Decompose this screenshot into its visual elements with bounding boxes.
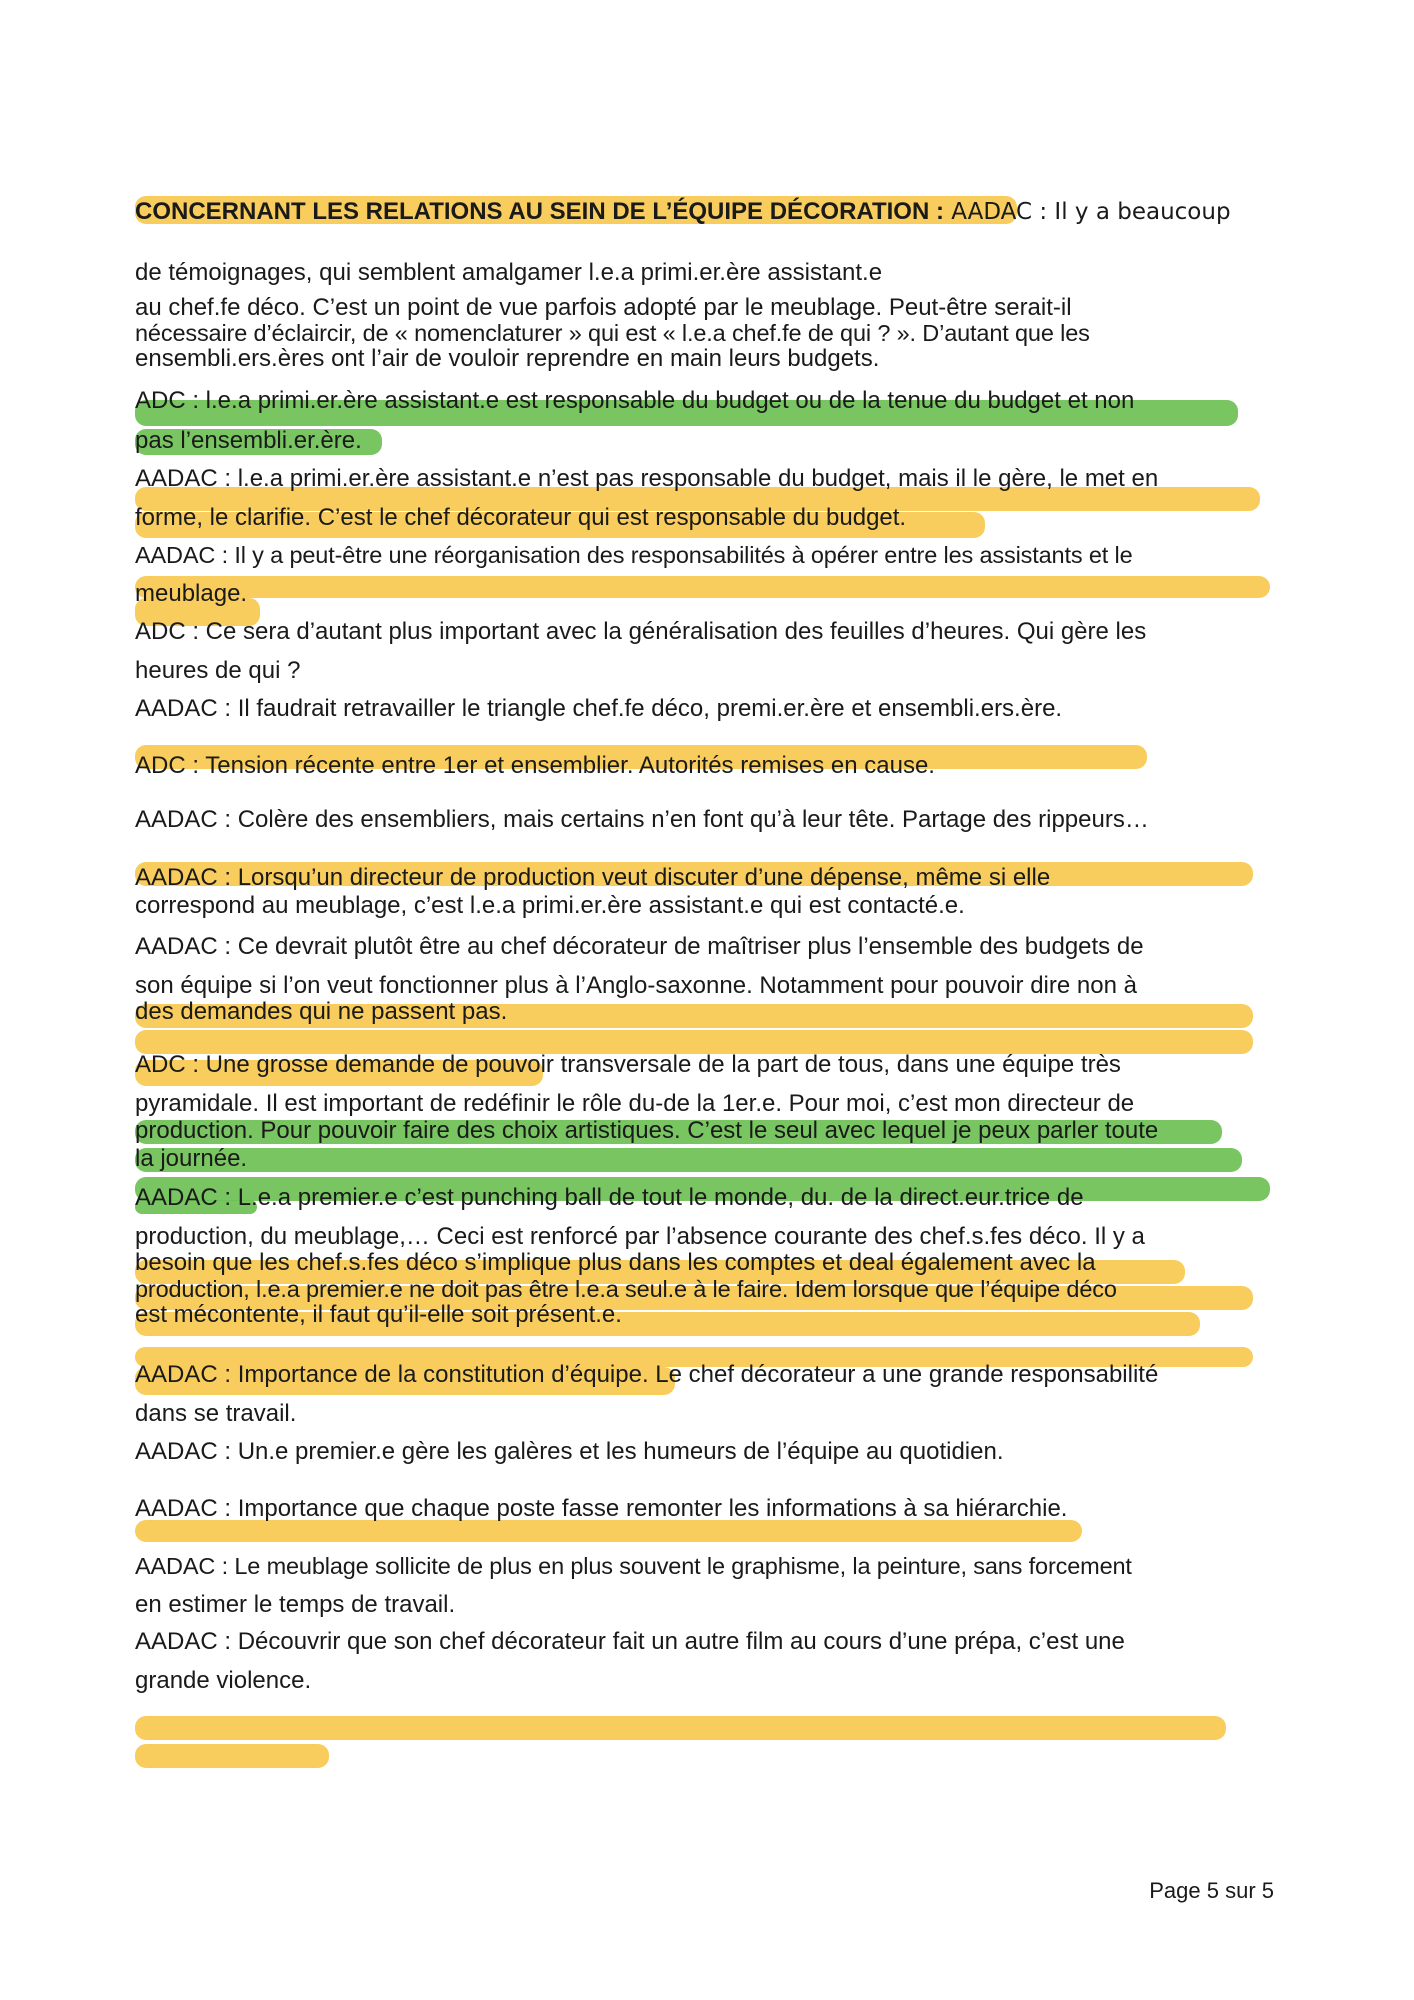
text-line: AADAC : Lorsqu’un directeur de production veut discuter d’une dépense, même si elle	[135, 864, 1051, 891]
text-line: production. Pour pouvoir faire des choix artistiques. C’est le seul avec lequel je peux parler toute	[135, 1117, 1159, 1144]
text-line: son équipe si l’on veut fonctionner plus à l’Anglo-saxonne. Notamment pour pouvoir dire non à	[135, 972, 1137, 999]
highlight-reorg	[135, 576, 1270, 598]
text-line: AADAC : Ce devrait plutôt être au chef décorateur de maîtriser plus l’ensemble des budgets de	[135, 933, 1144, 960]
text-line: ADC : l.e.a primi.er.ère assistant.e est responsable du budget ou de la tenue du budget et non	[135, 387, 1135, 414]
text-line: AADAC : Il y a peut-être une réorganisation des responsabilités à opérer entre les assistants et le	[135, 542, 1133, 568]
text-line: dans se travail.	[135, 1400, 297, 1427]
text-line: en estimer le temps de travail.	[135, 1591, 456, 1618]
text-line: est mécontente, il faut qu’il-elle soit présent.e.	[135, 1301, 622, 1328]
text-line: besoin que les chef.s.fes déco s’implique plus dans les comptes et deal également avec la	[135, 1249, 1096, 1276]
text-line: AADAC : Importance que chaque poste fasse remonter les informations à sa hiérarchie.	[135, 1495, 1068, 1522]
text-line: AADAC : Importance de la constitution d’équipe. Le chef décorateur a une grande responsabilité	[135, 1361, 1159, 1388]
text-line: meublage.	[135, 580, 248, 607]
text-line: AADAC : l.e.a primi.er.ère assistant.e n’est pas responsable du budget, mais il le gère, le met en	[135, 465, 1159, 492]
text-line: pyramidale. Il est important de redéfinir le rôle du-de la 1er.e. Pour moi, c’est mon directeur de	[135, 1090, 1135, 1117]
text-line: ADC : Tension récente entre 1er et ensemblier. Autorités remises en cause.	[135, 752, 935, 779]
text-line: AADAC : Découvrir que son chef décorateur fait un autre film au cours d’une prépa, c’est une	[135, 1628, 1125, 1655]
text-line: pas l’ensembli.er.ère.	[135, 427, 362, 454]
text-line: AADAC : Le meublage sollicite de plus en plus souvent le graphisme, la peinture, sans forcement	[135, 1553, 1132, 1579]
text-line: AADAC : L.e.a premier.e c’est punching ball de tout le monde, du. de la direct.eur.trice de	[135, 1184, 1084, 1211]
highlight-end-2	[135, 1744, 329, 1768]
text-line: ensembli.ers.ères ont l’air de vouloir reprendre en main leurs budgets.	[135, 345, 880, 372]
highlight-hierarchie	[135, 1520, 1082, 1542]
text-line: correspond au meublage, c’est l.e.a primi.er.ère assistant.e qui est contacté.e.	[135, 892, 965, 919]
text-line: des demandes qui ne passent pas.	[135, 998, 508, 1025]
text-line: au chef.fe déco. C’est un point de vue parfois adopté par le meublage. Peut-être serait-il	[135, 294, 1072, 321]
section-heading: CONCERNANT LES RELATIONS AU SEIN DE L’ÉQUIPE DÉCORATION :	[135, 198, 944, 225]
text-line: AADAC : Un.e premier.e gère les galères et les humeurs de l’équipe au quotidien.	[135, 1438, 1004, 1465]
text-line: AADAC : Colère des ensembliers, mais certains n’en font qu’à leur tête. Partage des rippeurs…	[135, 806, 1149, 833]
text-line: production, du meublage,… Ceci est renforcé par l’absence courante des chef.s.fes déco. Il y a	[135, 1223, 1145, 1250]
heading-tail: AADAC : Il y a beaucoup	[943, 199, 1231, 225]
text-line: ADC : Une grosse demande de pouvoir transversale de la part de tous, dans une équipe très	[135, 1051, 1121, 1078]
text-line: de témoignages, qui semblent amalgamer l.e.a primi.er.ère assistant.e	[135, 259, 883, 286]
highlight-end-1	[135, 1716, 1226, 1740]
text-line: grande violence.	[135, 1667, 312, 1694]
section-heading-line	[135, 198, 1231, 226]
highlight-production-2	[135, 1148, 1242, 1172]
text-line: ADC : Ce sera d’autant plus important avec la généralisation des feuilles d’heures. Qui gère les	[135, 618, 1147, 645]
text-line: heures de qui ?	[135, 657, 301, 684]
text-line: production, l.e.a premier.e ne doit pas être l.e.a seul.e à le faire. Idem lorsque que l’équipe déco	[135, 1276, 1117, 1302]
text-line: AADAC : Il faudrait retravailler le triangle chef.fe déco, premi.er.ère et ensembli.ers.ère.	[135, 695, 1063, 722]
text-line: nécessaire d’éclaircir, de « nomenclaturer » qui est « l.e.a chef.fe de qui ? ». D’autant que les	[135, 320, 1090, 346]
text-line: la journée.	[135, 1145, 248, 1172]
text-line: forme, le clarifie. C’est le chef décorateur qui est responsable du budget.	[135, 504, 907, 531]
page-number: Page 5 sur 5	[1149, 1878, 1274, 1903]
